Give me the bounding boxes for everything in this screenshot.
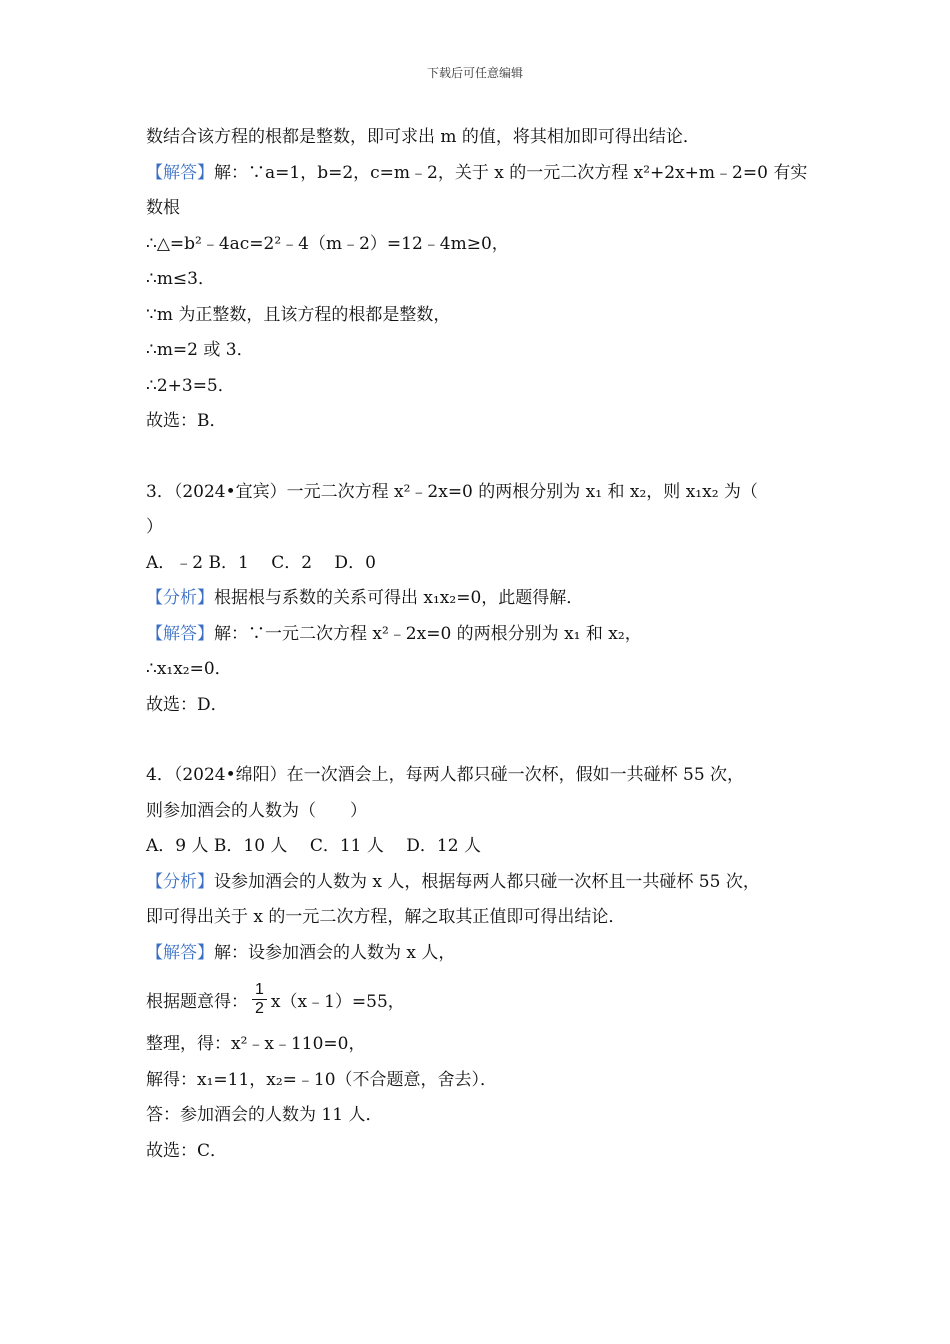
text-line: 【分析】设参加酒会的人数为 x 人，根据每两人都只碰一次杯且一共碰杯 55 次， [146,871,760,892]
answer-tag: 【解答】 [146,623,214,644]
fraction [252,981,267,1018]
text-line: ∴2+3=5． [146,375,235,396]
fraction-denominator: 2 [255,999,264,1017]
question-3-options: A．﹣2 B．1 C．2 D．0 [146,552,376,573]
page-header: 下载后可任意编辑 [426,66,523,80]
answer-tag: 【解答】 [146,162,214,183]
text-line: 则参加酒会的人数为（ ） [146,800,367,821]
fraction-numerator: 1 [252,981,267,1000]
text-line: ∴x₁x₂=0． [146,659,232,679]
text-line: 【分析】根据根与系数的关系可得出 x₁x₂=0，此题得解． [146,588,584,608]
text-line: ∴m=2 或 3． [146,340,254,360]
text-line: 解得：x₁=11，x₂=﹣10（不合题意，舍去）． [146,1069,498,1090]
analysis-tag: 【分析】 [146,871,214,892]
text-line: ∴△=b²﹣4ac=2²﹣4（m﹣2）=12﹣4m≥0， [146,233,509,254]
text-line: 数根 [146,198,180,218]
question-4-stem: 4．（2024•绵阳）在一次酒会上，每两人都只碰一次杯，假如一共碰杯 55 次， [146,765,745,785]
fraction-equation: 根据题意得： $\frac{1}{2}$ x（x﹣1）=55， [146,980,405,1017]
text-line: 故选：B． [146,411,227,431]
text-line: 答：参加酒会的人数为 11 人． [146,1105,383,1125]
question-4-options: A．9 人 B．10 人 C．11 人 D．12 人 [146,836,481,856]
answer-tag: 【解答】 [146,942,214,963]
question-3-stem: 3．（2024•宜宾）一元二次方程 x²﹣2x=0 的两根分别为 x₁ 和 x₂，则 x₁x₂ 为（ [146,481,758,502]
text-line: 【解答】解：∵一元二次方程 x²﹣2x=0 的两根分别为 x₁ 和 x₂， [146,623,642,644]
text-line: ） [146,517,163,537]
text-line: ∵m 为正整数，且该方程的根都是整数， [146,304,451,325]
text-line: 整理，得：x²﹣x﹣110=0， [146,1034,366,1054]
text-line: 故选：D． [146,694,228,715]
analysis-tag: 【分析】 [146,588,214,608]
text-line: 【解答】解：设参加酒会的人数为 x 人， [146,942,456,963]
document-body [146,120,826,1169]
text-line: 即可得出关于 x 的一元二次方程，解之取其正值即可得出结论． [146,907,626,927]
text-line: 数结合该方程的根都是整数，即可求出 m 的值，将其相加即可得出结论． [146,127,700,147]
text-line: 【解答】解：∵a=1，b=2，c=m﹣2，关于 x 的一元二次方程 x²+2x+m﹣2=0 有实 [146,162,808,183]
text-line: ∴m≤3． [146,269,215,289]
text-line: 故选：C． [146,1140,228,1161]
